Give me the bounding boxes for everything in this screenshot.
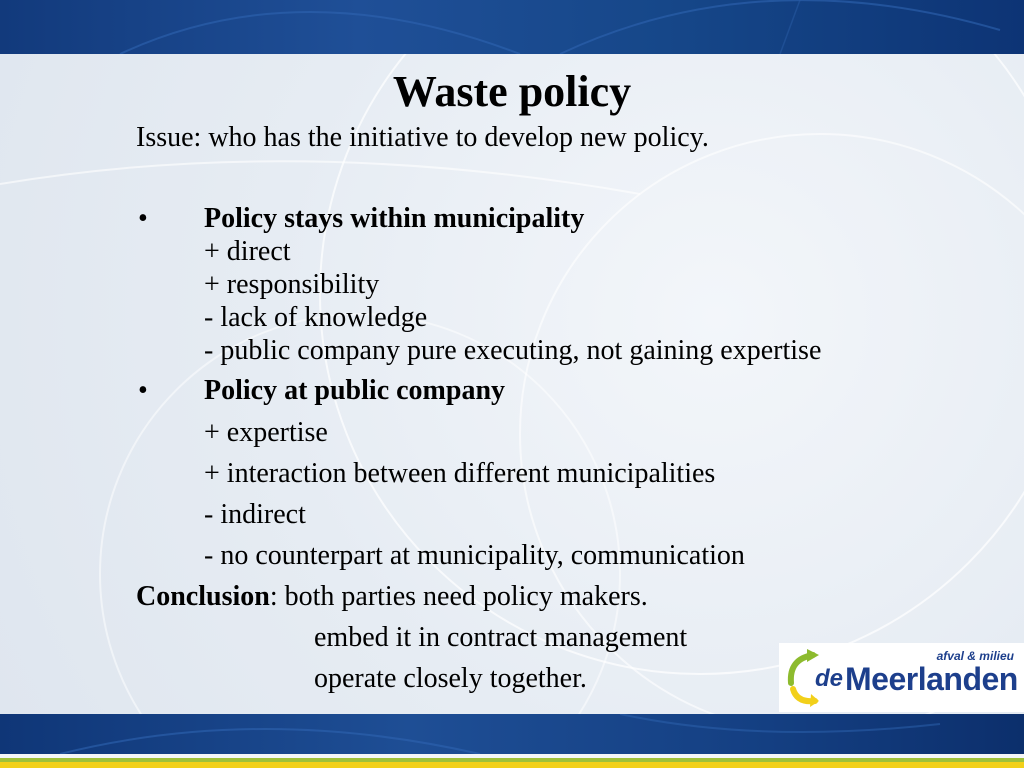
logo-name: Meerlanden bbox=[845, 661, 1018, 697]
conclusion-label: Conclusion bbox=[136, 581, 270, 612]
header-band bbox=[0, 0, 1024, 54]
meerlanden-logo bbox=[779, 643, 1024, 712]
bullet-marker: • bbox=[138, 203, 148, 234]
option1-point: - lack of knowledge bbox=[204, 302, 428, 333]
footer-arcs-decoration bbox=[0, 714, 1024, 754]
conclusion-line bbox=[136, 580, 648, 614]
option1-point: - public company pure executing, not gaining expertise bbox=[204, 335, 822, 366]
option2-point: + expertise bbox=[204, 417, 328, 448]
header-arcs-decoration bbox=[0, 0, 1024, 54]
conclusion-text: : both parties need policy makers. bbox=[269, 581, 648, 612]
option2-heading: Policy at public company bbox=[204, 375, 506, 406]
option2-point: - no counterpart at municipality, communication bbox=[204, 540, 745, 571]
footer-stripe-yellow bbox=[0, 762, 1024, 768]
bullet-marker: • bbox=[138, 375, 148, 406]
option1-point: + responsibility bbox=[204, 269, 380, 300]
option2-point: + interaction between different municipalities bbox=[204, 458, 716, 489]
footer-band bbox=[0, 714, 1024, 754]
logo-prefix: de bbox=[815, 665, 844, 692]
logo-tagline: afval & milieu bbox=[936, 649, 1014, 663]
issue-line: Issue: who has the initiative to develop new policy. bbox=[136, 122, 709, 153]
option1-point: + direct bbox=[204, 236, 291, 267]
logo-arrows-icon bbox=[785, 649, 819, 707]
conclusion-point: embed it in contract management bbox=[314, 622, 688, 653]
option1-heading: Policy stays within municipality bbox=[204, 203, 585, 234]
slide-title: Waste policy bbox=[392, 67, 632, 116]
conclusion-point: operate closely together. bbox=[314, 663, 587, 694]
option2-point: - indirect bbox=[204, 499, 306, 530]
